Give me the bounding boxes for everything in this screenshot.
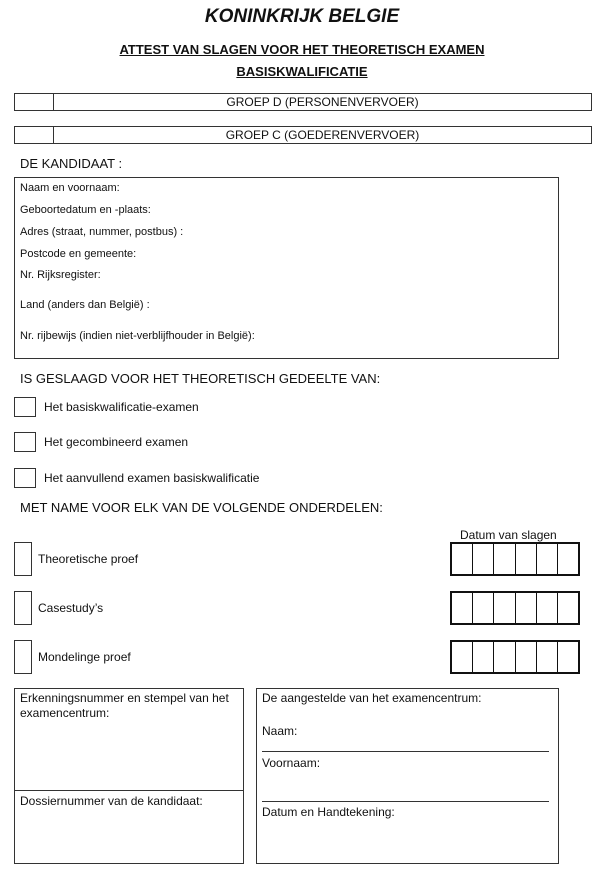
label-oral: Mondelinge proef [38, 650, 131, 664]
label-naam: Naam: [262, 724, 298, 738]
divider-line [14, 790, 243, 791]
checkbox-combined-exam[interactable] [14, 432, 36, 452]
document-subtitle-line1: ATTEST VAN SLAGEN VOOR HET THEORETISCH EXAMEN [119, 42, 485, 57]
label-dossier-number: Dossiernummer van de kandidaat: [20, 794, 203, 808]
date-boxes-oral[interactable] [450, 640, 580, 674]
field-license-number[interactable]: Nr. rijbewijs (indien niet-verblijfhouder in België): [20, 330, 255, 342]
checkbox-oral[interactable] [14, 640, 32, 674]
label-datum-handtekening: Datum en Handtekening: [262, 805, 395, 819]
label-recognition-number: Erkenningsnummer en stempel van het examencentrum: [20, 691, 229, 720]
field-birth[interactable]: Geboortedatum en -plaats: [20, 204, 151, 216]
date-boxes-casestudy[interactable] [450, 591, 580, 625]
checkbox-theoretical[interactable] [14, 542, 32, 576]
group-d-label: GROEP D (PERSONENVERVOER) [226, 95, 419, 109]
group-c-label: GROEP C (GOEDERENVERVOER) [225, 128, 420, 142]
label-casestudy: Casestudy’s [38, 601, 104, 615]
label-additional-exam: Het aanvullend examen basiskwalificatie [44, 471, 260, 485]
label-examiner: De aangestelde van het examencentrum: [262, 691, 482, 705]
candidate-heading: DE KANDIDAAT : [20, 156, 123, 171]
group-c-row [14, 126, 592, 144]
naam-line[interactable] [262, 751, 549, 752]
parts-heading: MET NAME VOOR ELK VAN DE VOLGENDE ONDERDELEN: [20, 500, 383, 515]
label-combined-exam: Het gecombineerd examen [44, 435, 189, 449]
document-title: KONINKRIJK BELGIE [204, 6, 400, 27]
checkbox-casestudy[interactable] [14, 591, 32, 625]
date-boxes-theoretical[interactable] [450, 542, 580, 576]
field-name[interactable]: Naam en voornaam: [20, 182, 120, 194]
date-header: Datum van slagen [460, 528, 557, 542]
label-voornaam: Voornaam: [262, 756, 321, 770]
field-address[interactable]: Adres (straat, nummer, postbus) : [20, 226, 184, 238]
voornaam-line[interactable] [262, 801, 549, 802]
group-d-checkbox[interactable] [15, 94, 54, 110]
group-d-row [14, 93, 592, 111]
field-postcode[interactable]: Postcode en gemeente: [20, 248, 137, 260]
document-subtitle-line2: BASISKWALIFICATIE [236, 64, 368, 79]
passed-heading: IS GESLAAGD VOOR HET THEORETISCH GEDEELTE VAN: [20, 371, 381, 386]
field-country[interactable]: Land (anders dan België) : [20, 299, 150, 311]
checkbox-basic-exam[interactable] [14, 397, 36, 417]
label-theoretical: Theoretische proef [38, 552, 139, 566]
checkbox-additional-exam[interactable] [14, 468, 36, 488]
field-national-register[interactable]: Nr. Rijksregister: [20, 269, 101, 281]
label-basic-exam: Het basiskwalificatie-examen [44, 400, 199, 414]
group-c-checkbox[interactable] [15, 127, 54, 143]
examiner-box [256, 688, 559, 864]
